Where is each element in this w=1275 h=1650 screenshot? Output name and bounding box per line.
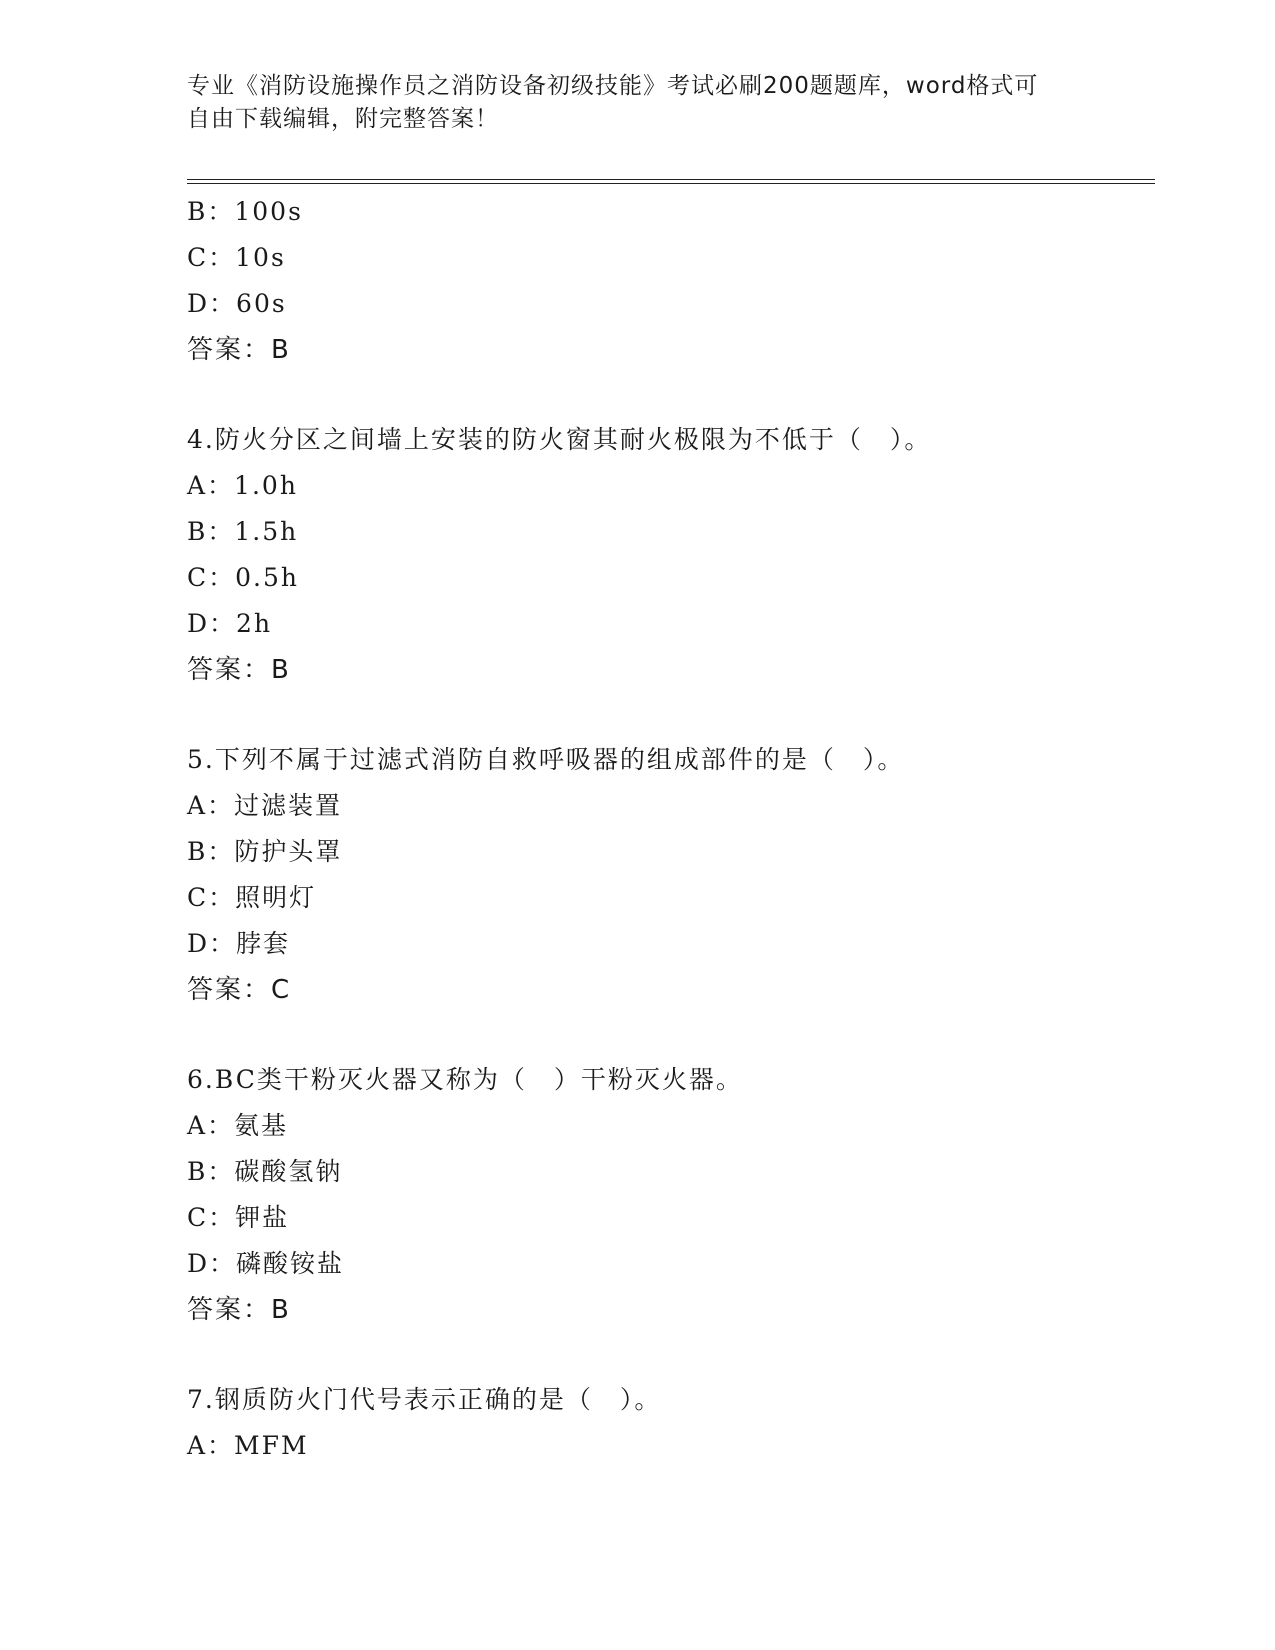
question-4 xyxy=(187,417,1155,693)
question-3-continued xyxy=(187,189,1155,373)
option-b: B：碳酸氢钠 xyxy=(187,1157,343,1186)
option-b: B：防护头罩 xyxy=(187,837,343,866)
question-stem: 4.防火分区之间墙上安装的防火窗其耐火极限为不低于（ ）。 xyxy=(187,425,932,454)
option-b: B：1.5h xyxy=(187,517,299,546)
option-d: D：2h xyxy=(187,609,273,638)
option-d: D：60s xyxy=(187,289,287,318)
answer: 答案：C xyxy=(187,975,292,1005)
question-stem: 5.下列不属于过滤式消防自救呼吸器的组成部件的是（ ）。 xyxy=(187,745,905,774)
option-c: C：0.5h xyxy=(187,563,299,592)
option-c: C：10s xyxy=(187,243,286,272)
option-b: B：100s xyxy=(187,197,303,226)
header-title-line-1: 专业《消防设施操作员之消防设备初级技能》考试必刷200题题库，word格式可 xyxy=(187,73,1039,99)
header-title-line-2: 自由下载编辑，附完整答案！ xyxy=(187,106,499,132)
header-divider xyxy=(187,179,1155,184)
option-c: C：照明灯 xyxy=(187,883,317,912)
option-a: A：过滤装置 xyxy=(187,791,343,820)
answer: 答案：B xyxy=(187,335,291,365)
option-a: A：1.0h xyxy=(187,471,298,500)
option-a: A：MFM xyxy=(187,1431,309,1460)
question-stem: 6.BC类干粉灭火器又称为（ ）干粉灭火器。 xyxy=(187,1065,743,1094)
question-stem: 7.钢质防火门代号表示正确的是（ ）。 xyxy=(187,1385,662,1414)
option-c: C：钾盐 xyxy=(187,1203,290,1232)
question-7 xyxy=(187,1377,1155,1469)
question-5 xyxy=(187,737,1155,1013)
option-d: D：脖套 xyxy=(187,929,291,958)
option-a: A：氨基 xyxy=(187,1111,289,1140)
question-6 xyxy=(187,1057,1155,1333)
page-header xyxy=(187,70,1067,136)
option-d: D：磷酸铵盐 xyxy=(187,1249,345,1278)
answer: 答案：B xyxy=(187,655,291,685)
answer: 答案：B xyxy=(187,1295,291,1325)
question-list xyxy=(187,189,1155,1469)
